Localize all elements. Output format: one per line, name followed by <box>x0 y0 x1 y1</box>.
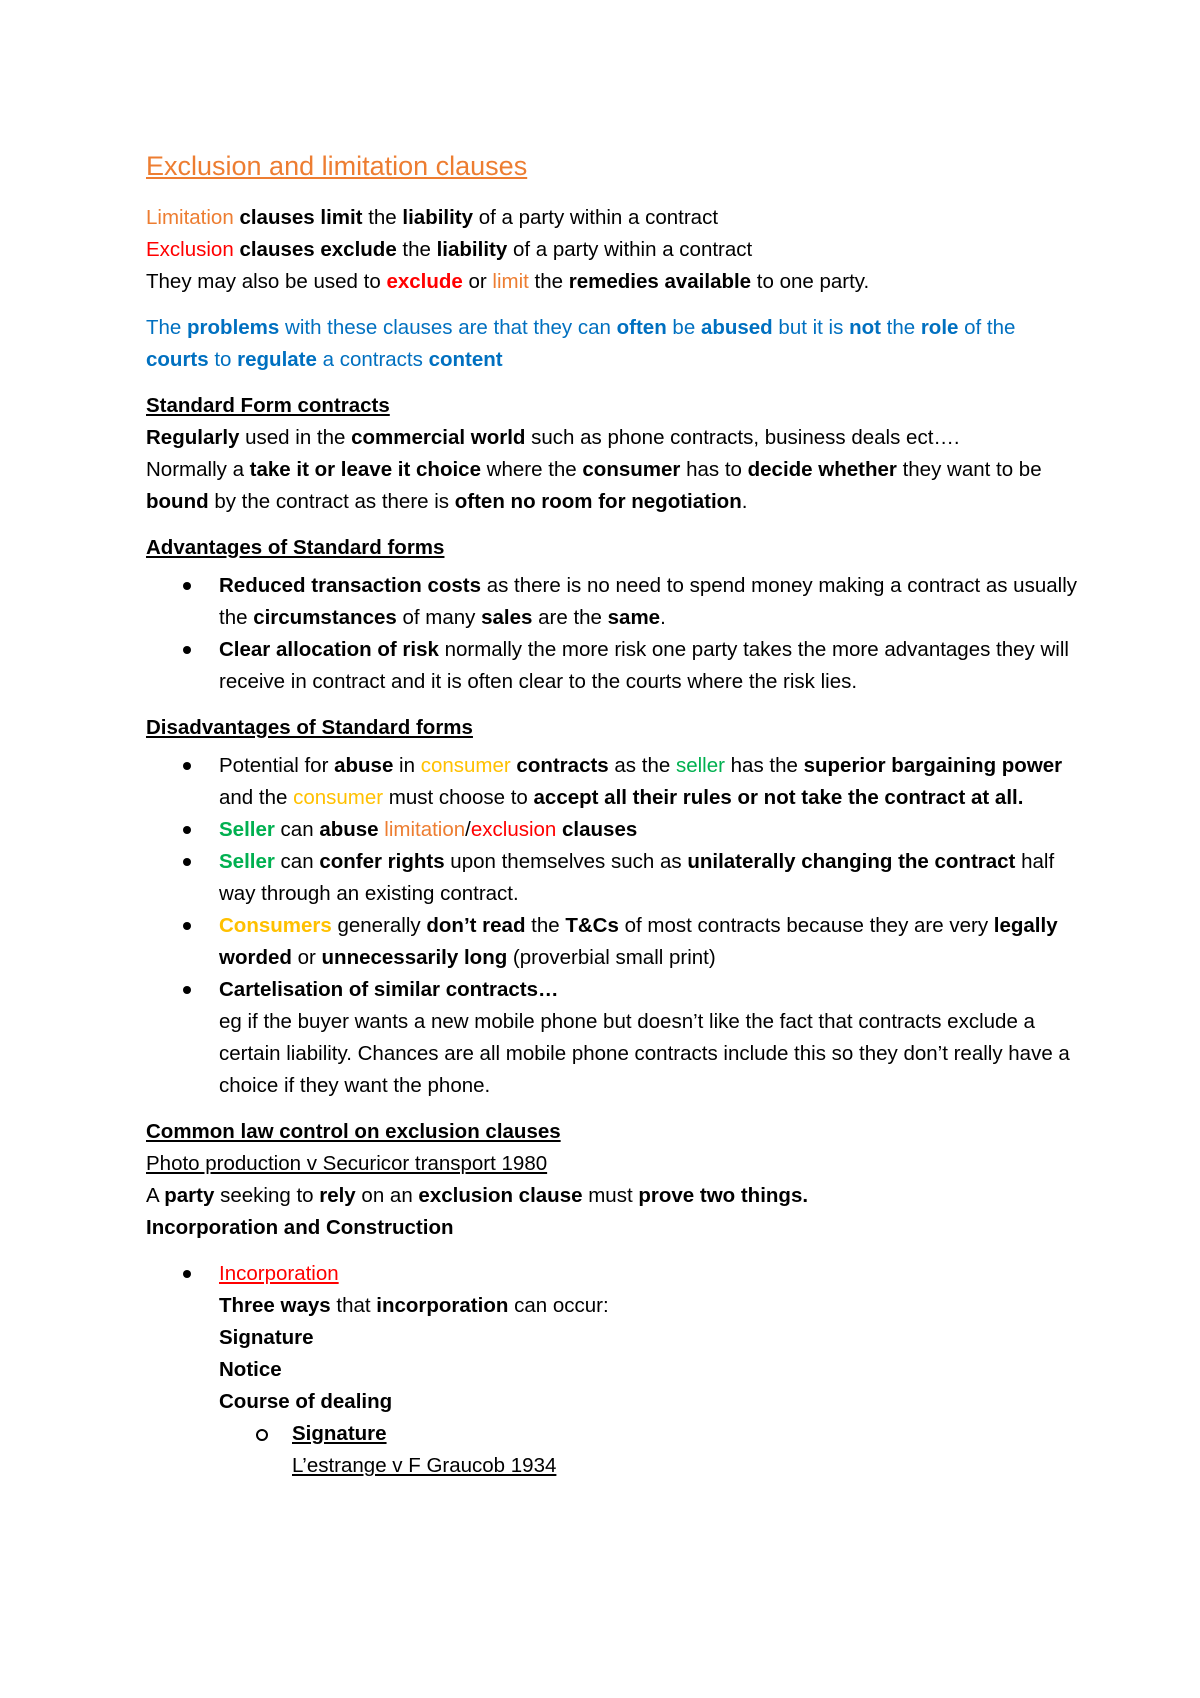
text-span: Potential for <box>219 754 335 777</box>
text-span: (proverbial small print) <box>507 946 716 969</box>
text-span: exclusion clause <box>418 1184 583 1207</box>
list-item <box>146 634 1080 698</box>
text-span: as there is no need to spend money making a contract as usually the <box>219 574 1077 629</box>
text-span: Reduced transaction costs <box>219 574 482 597</box>
text-span: can <box>274 850 320 873</box>
text-span: of a party within a contract <box>473 206 719 229</box>
text-span: eg if the buyer wants a new mobile phone but doesn’t like the fact that contracts exclude a certain liability. Chances are all mobile phone contracts include this so they don’t really have a choice if they want the phone. <box>219 1010 1070 1097</box>
text-span: Cartelisation of similar contracts… <box>219 978 559 1001</box>
text-span: the <box>880 316 921 339</box>
text-span: can <box>274 818 320 841</box>
text-span: don’t read <box>426 914 526 937</box>
disadvantages-heading: Disadvantages of Standard forms <box>146 716 473 739</box>
text-span: consumer <box>293 786 384 809</box>
text-span: Consumers <box>219 914 332 937</box>
standard-form-line-2 <box>146 454 1080 518</box>
text-span: where the <box>480 458 583 481</box>
text-span: clauses <box>556 818 638 841</box>
text-span: generally <box>331 914 427 937</box>
text-span: confer rights <box>319 850 445 873</box>
text-span: liability <box>402 206 474 229</box>
text-span: decide whether <box>747 458 897 481</box>
list-item <box>146 1258 1080 1482</box>
list-item <box>146 814 1080 846</box>
way-item: Notice <box>219 1358 282 1381</box>
text-span: can occur: <box>508 1294 609 1317</box>
text-span: of many <box>396 606 482 629</box>
text-span: liability <box>436 238 508 261</box>
text-span: normally the more risk one party takes the more advantages they will receive in contract and it is often clear to the courts where the risk lies. <box>219 638 1069 693</box>
list-item <box>146 974 1080 1102</box>
text-span: remedies available <box>568 270 752 293</box>
way-item: Signature <box>219 1326 314 1349</box>
text-span: Regularly <box>146 426 240 449</box>
advantages-list <box>146 570 1080 698</box>
text-span: clauses exclude <box>239 238 397 261</box>
text-span: limitation <box>384 818 466 841</box>
text-span: Limitation <box>146 206 234 229</box>
text-span: take it or leave it choice <box>249 458 481 481</box>
text-span: on an <box>355 1184 419 1207</box>
list-item <box>146 570 1080 634</box>
text-span: and the <box>219 786 294 809</box>
text-span: sales <box>481 606 533 629</box>
text-span: half way through an existing contract. <box>219 850 1055 905</box>
disadvantages-list <box>146 750 1080 1102</box>
text-span: unnecessarily long <box>321 946 508 969</box>
text-span: as the <box>608 754 676 777</box>
text-span: not <box>849 316 881 339</box>
text-span: Seller <box>219 850 275 873</box>
text-span: be <box>666 316 701 339</box>
text-span: abuse <box>319 818 379 841</box>
text-span: content <box>428 348 503 371</box>
text-span: courts <box>146 348 209 371</box>
text-span: clauses limit <box>239 206 363 229</box>
text-span: has to <box>680 458 748 481</box>
text-span: in <box>393 754 421 777</box>
text-span: they want to be <box>896 458 1042 481</box>
text-span: unilaterally changing the contract <box>687 850 1016 873</box>
text-span: by the contract as there is <box>208 490 455 513</box>
text-span: superior bargaining power <box>803 754 1063 777</box>
text-span: often no room for negotiation <box>454 490 742 513</box>
text-span: such as phone contracts, business deals ect…. <box>525 426 960 449</box>
text-span: used in the <box>239 426 352 449</box>
common-law-line-2: Incorporation and Construction <box>146 1216 454 1239</box>
text-span: Clear allocation of risk <box>219 638 439 661</box>
text-span: the <box>362 206 403 229</box>
common-law-heading: Common law control on exclusion clauses <box>146 1120 561 1143</box>
text-span: T&Cs <box>565 914 619 937</box>
text-span: to one party. <box>751 270 870 293</box>
text-span: of a party within a contract <box>507 238 753 261</box>
text-span: with these clauses are that they can <box>279 316 617 339</box>
text-span: a contracts <box>316 348 429 371</box>
text-span: prove two things. <box>638 1184 809 1207</box>
text-span: They may also be used to <box>146 270 387 293</box>
text-span: / <box>465 818 471 841</box>
problem-paragraph <box>146 312 1080 376</box>
text-span: rely <box>319 1184 356 1207</box>
text-span: the <box>525 914 566 937</box>
text-span: consumer <box>582 458 681 481</box>
text-span: must <box>582 1184 639 1207</box>
text-span: problems <box>187 316 280 339</box>
text-span: legally worded <box>219 914 1058 969</box>
text-span: Normally a <box>146 458 250 481</box>
text-span: but it is <box>772 316 850 339</box>
signature-sublist <box>219 1418 1080 1482</box>
incorporation-list <box>146 1258 1080 1482</box>
text-span: Seller <box>219 818 275 841</box>
intro-line-remedies <box>146 266 1080 298</box>
list-item <box>146 750 1080 814</box>
standard-form-heading: Standard Form contracts <box>146 394 390 417</box>
text-span: the <box>528 270 569 293</box>
text-span: accept all their rules or not take the contract at all. <box>533 786 1024 809</box>
text-span: or <box>462 270 493 293</box>
text-span: seller <box>675 754 725 777</box>
text-span: that <box>330 1294 377 1317</box>
text-span: consumer <box>420 754 511 777</box>
text-span: abuse <box>334 754 394 777</box>
text-span: upon themselves such as <box>444 850 688 873</box>
text-span: same <box>607 606 661 629</box>
text-span: of the <box>958 316 1016 339</box>
text-span: must choose to <box>383 786 534 809</box>
text-span: of most contracts because they are very <box>618 914 994 937</box>
text-span: A <box>146 1184 165 1207</box>
text-span: limit <box>492 270 529 293</box>
text-span: bound <box>146 490 209 513</box>
text-span: role <box>920 316 959 339</box>
text-span: has the <box>724 754 804 777</box>
text-span: exclusion <box>470 818 557 841</box>
text-span: commercial world <box>351 426 526 449</box>
advantages-heading: Advantages of Standard forms <box>146 536 445 559</box>
signature-heading: Signature <box>292 1422 387 1445</box>
intro-line-exclusion <box>146 234 1080 266</box>
text-span: to <box>208 348 238 371</box>
text-span: incorporation <box>376 1294 509 1317</box>
case-citation: L’estrange v F Graucob 1934 <box>292 1454 557 1477</box>
list-item <box>146 910 1080 974</box>
text-span: regulate <box>237 348 317 371</box>
text-span: The <box>146 316 188 339</box>
text-span: exclude <box>386 270 463 293</box>
list-item <box>219 1418 1080 1482</box>
text-span: circumstances <box>253 606 397 629</box>
list-item <box>146 846 1080 910</box>
common-law-line-1 <box>146 1180 1080 1212</box>
text-span: . <box>741 490 748 513</box>
text-span: Exclusion <box>146 238 234 261</box>
case-citation: Photo production v Securicor transport 1980 <box>146 1152 548 1175</box>
text-span: seeking to <box>214 1184 320 1207</box>
text-span: often <box>616 316 667 339</box>
intro-line-limitation <box>146 202 1080 234</box>
text-span: abused <box>700 316 773 339</box>
text-span: contracts <box>510 754 609 777</box>
standard-form-line-1 <box>146 422 1080 454</box>
text-span: . <box>660 606 666 629</box>
text-span: Three ways <box>219 1294 331 1317</box>
incorporation-heading: Incorporation <box>219 1262 339 1285</box>
text-span: or <box>291 946 322 969</box>
text-span: are the <box>532 606 608 629</box>
text-span: the <box>396 238 437 261</box>
way-item: Course of dealing <box>219 1390 393 1413</box>
text-span: party <box>164 1184 215 1207</box>
page-title: Exclusion and limitation clauses <box>146 151 528 181</box>
